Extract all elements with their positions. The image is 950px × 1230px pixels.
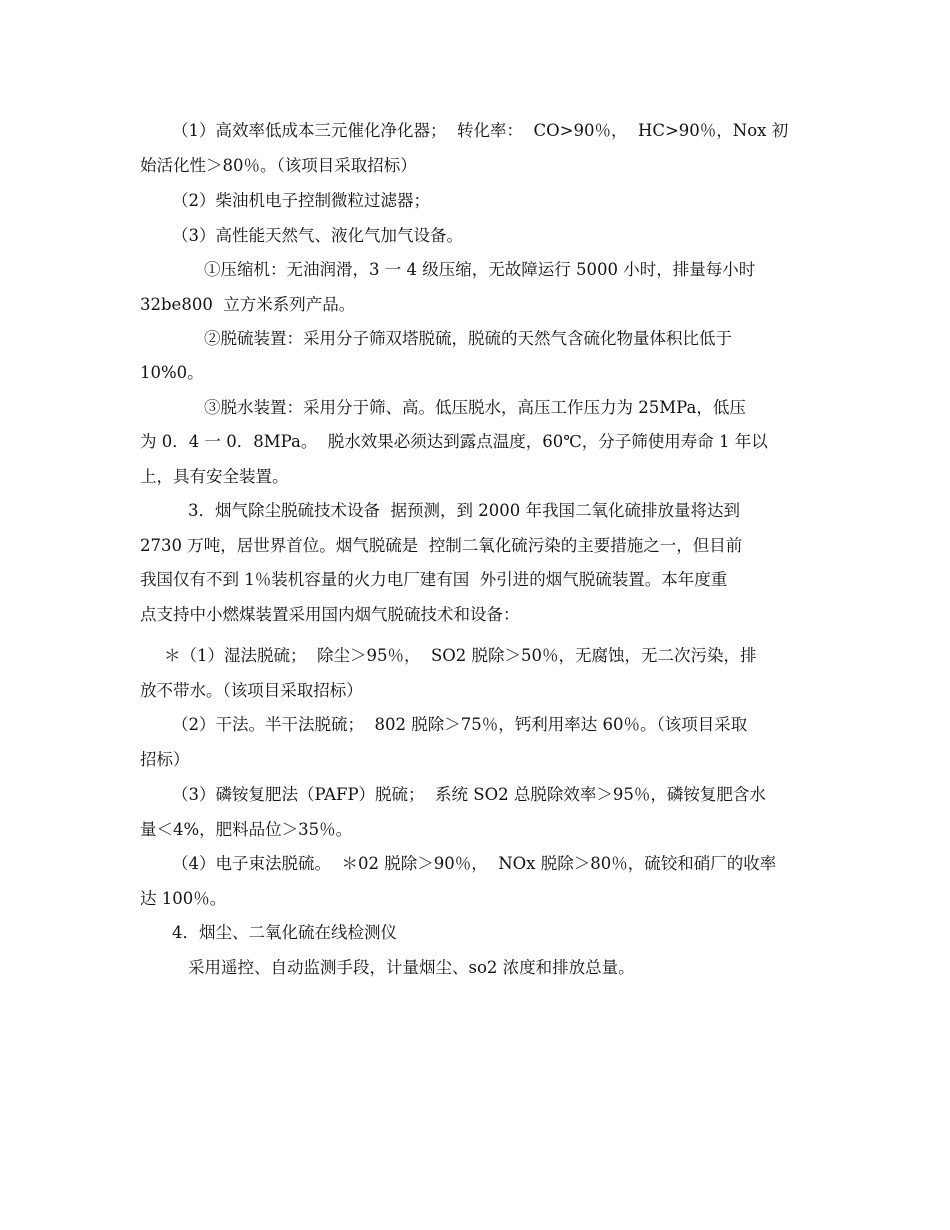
text-line: 点支持中小燃煤装置采用国内烟气脱硫技术和设备： xyxy=(140,605,520,624)
text-line: 采用遥控、自动监测手段，计量烟尘、so2 浓度和排放总量。 xyxy=(188,958,635,977)
text-line: （4）电子束法脱硫。 ＊02 脱除＞90％， NOx 脱除＞80％，硫铰和硝厂的收率 xyxy=(172,854,777,873)
text-line: 3．烟气除尘脱硫技术设备 据预测，到 2000 年我国二氧化硫排放量将达到 xyxy=(188,501,740,520)
text-line: （2）柴油机电子控制微粒过滤器； xyxy=(172,191,430,210)
text-line: （1）高效率低成本三元催化净化器； 转化率： CO>90％， HC>90％，Nox 初 xyxy=(172,121,789,140)
text-line: ＊（1）湿法脱硫； 除尘＞95％， SO2 脱除＞50％，无腐蚀，无二次污染，排 xyxy=(164,646,757,665)
text-line: 4．烟尘、二氧化硫在线检测仪 xyxy=(172,923,397,942)
text-line: 我国仅有不到 1％装机容量的火力电厂建有国 外引进的烟气脱硫装置。本年度重 xyxy=(140,570,728,589)
text-line: ②脱硫装置：采用分子筛双塔脱硫，脱硫的天然气含硫化物量体积比低于 xyxy=(204,329,732,348)
text-line: 始活化性＞80％。（该项目采取招标） xyxy=(140,156,417,175)
text-line: 为 0．4 一 0．8MPa。 脱水效果必须达到露点温度，60℃，分子筛使用寿命 1 年以 xyxy=(140,432,768,451)
text-line: 上，具有安全装置。 xyxy=(140,467,289,486)
text-line: 放不带水。（该项目采取招标） xyxy=(140,681,363,700)
text-line: 32be800 立方米系列产品。 xyxy=(140,295,356,314)
text-line: 2730 万吨，居世界首位。烟气脱硫是 控制二氧化硫污染的主要措施之一，但目前 xyxy=(140,536,743,555)
text-line: ①压缩机：无油润滑，3 一 4 级压缩，无故障运行 5000 小时，排量每小时 xyxy=(204,260,756,279)
text-line: 达 100％。 xyxy=(140,889,227,908)
text-line: （3）磷铵复肥法（PAFP）脱硫； 系统 SO2 总脱除效率＞95％，磷铵复肥含水 xyxy=(172,785,766,804)
text-line: （2）干法。半干法脱硫； 802 脱除＞75％，钙利用率达 60％。（该项目采取 xyxy=(172,715,748,734)
text-line: ③脱水装置：采用分于筛、高。低压脱水，高压工作压力为 25MPa，低压 xyxy=(204,398,746,417)
text-line: 量＜4%，肥料品位＞35％。 xyxy=(140,820,353,839)
text-line: （3）高性能天然气、液化气加气设备。 xyxy=(172,226,463,245)
text-line: 招标） xyxy=(140,750,190,769)
text-line: 10%0。 xyxy=(140,363,204,382)
